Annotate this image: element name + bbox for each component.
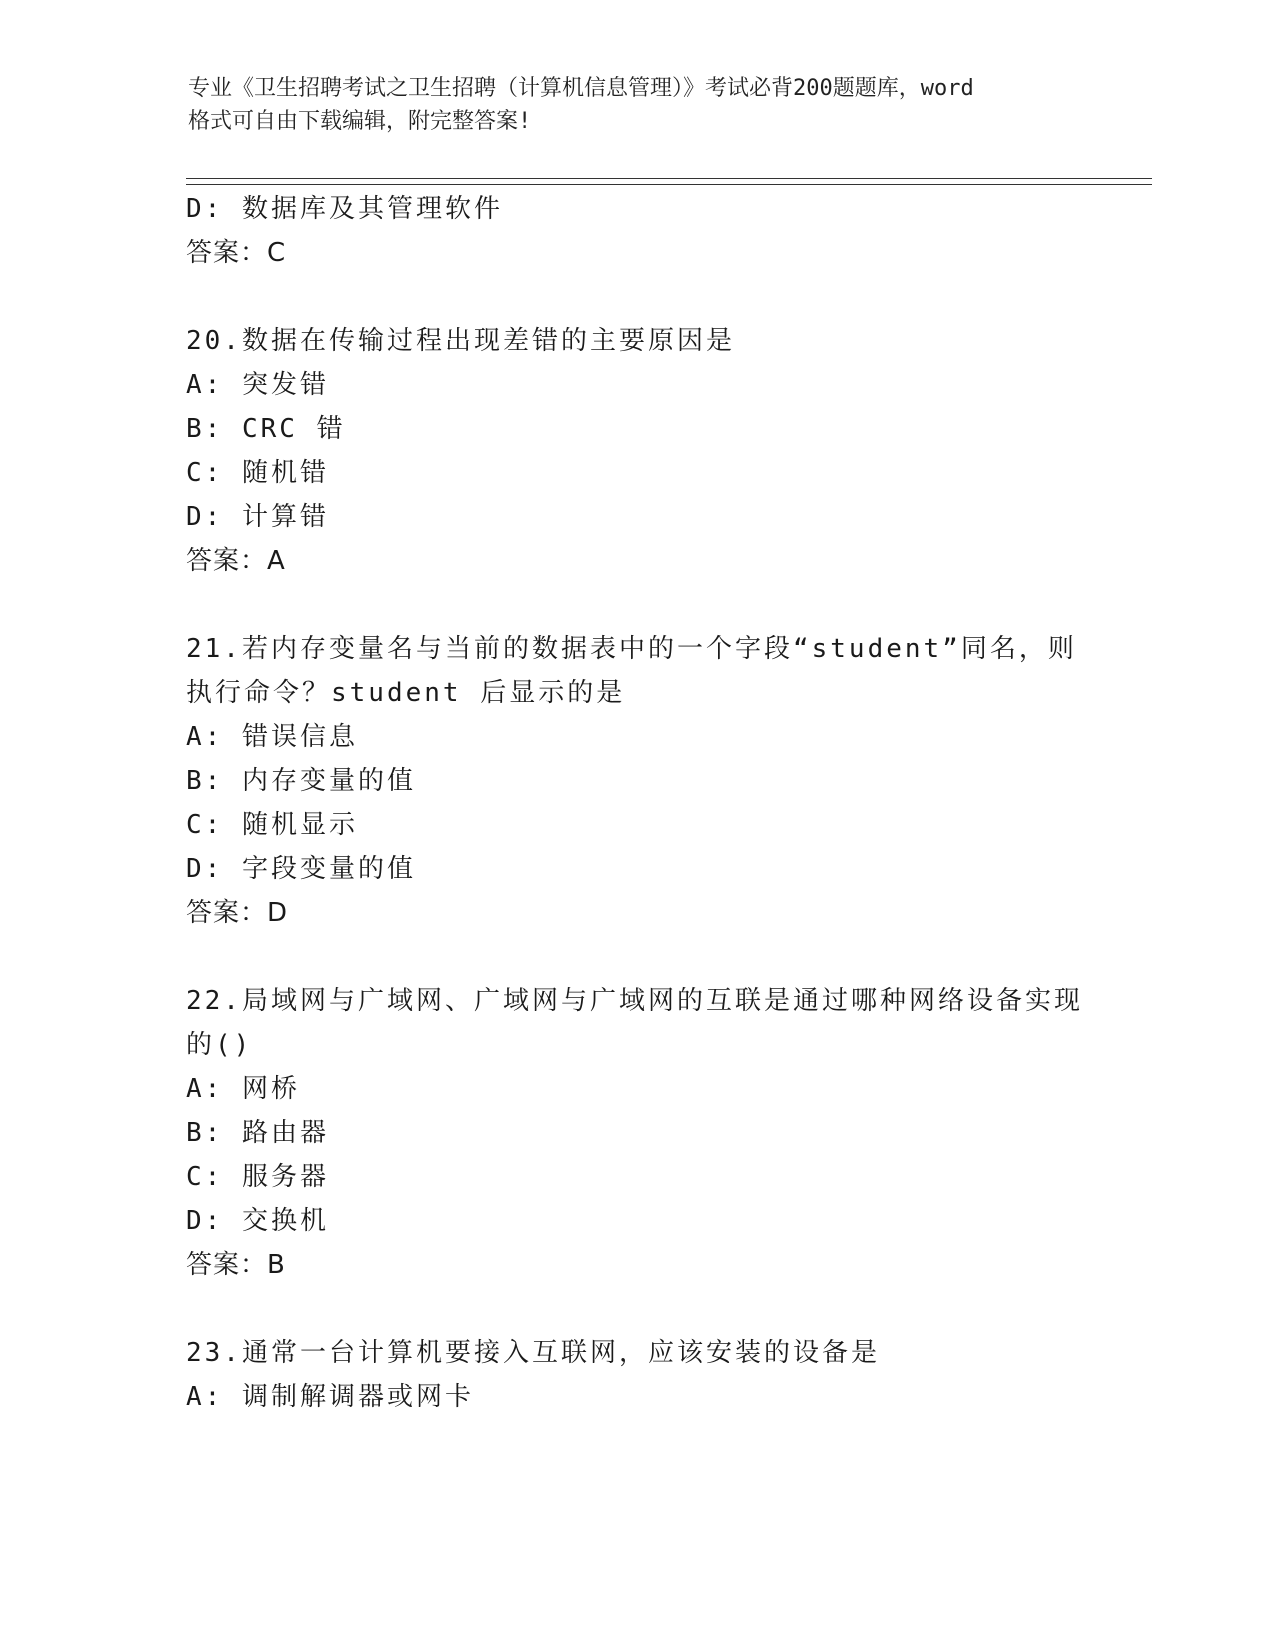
q21-stem-line1: 21.若内存变量名与当前的数据表中的一个字段“student”同名，则: [186, 634, 1077, 664]
q20-option-a: A: 突发错: [186, 370, 329, 400]
header-divider-bottom: [186, 184, 1152, 185]
q20-option-d: D: 计算错: [186, 502, 329, 532]
prev-option-d: D: 数据库及其管理软件: [186, 194, 503, 224]
q21-option-d: D: 字段变量的值: [186, 854, 416, 884]
q23-stem: 23.通常一台计算机要接入互联网，应该安装的设备是: [186, 1338, 880, 1368]
q23-option-a: A: 调制解调器或网卡: [186, 1382, 474, 1412]
header-title-line2: 格式可自由下载编辑，附完整答案!: [188, 109, 532, 134]
prev-answer: 答案：C: [186, 238, 287, 268]
q22-stem-line1: 22.局域网与广域网、广域网与广域网的互联是通过哪种网络设备实现: [186, 986, 1083, 1016]
q21-option-a: A: 错误信息: [186, 722, 358, 752]
q22-option-c: C: 服务器: [186, 1162, 329, 1192]
q20-answer: 答案：A: [186, 546, 286, 576]
q21-option-c: C: 随机显示: [186, 810, 358, 840]
q21-answer: 答案：D: [186, 898, 289, 928]
q22-option-d: D: 交换机: [186, 1206, 329, 1236]
header-divider-top: [186, 178, 1152, 179]
q22-stem-line2: 的(): [186, 1030, 253, 1060]
header-title-line1: 专业《卫生招聘考试之卫生招聘（计算机信息管理）》考试必背200题题库，word: [188, 76, 974, 101]
q22-answer: 答案：B: [186, 1250, 286, 1280]
q20-stem: 20.数据在传输过程出现差错的主要原因是: [186, 326, 735, 356]
q22-option-b: B: 路由器: [186, 1118, 329, 1148]
q21-stem-line2: 执行命令？student 后显示的是: [186, 678, 626, 708]
q20-option-b: B: CRC 错: [186, 414, 346, 444]
q21-option-b: B: 内存变量的值: [186, 766, 416, 796]
q20-option-c: C: 随机错: [186, 458, 329, 488]
q22-option-a: A: 网桥: [186, 1074, 300, 1104]
document-header: [188, 72, 1088, 138]
